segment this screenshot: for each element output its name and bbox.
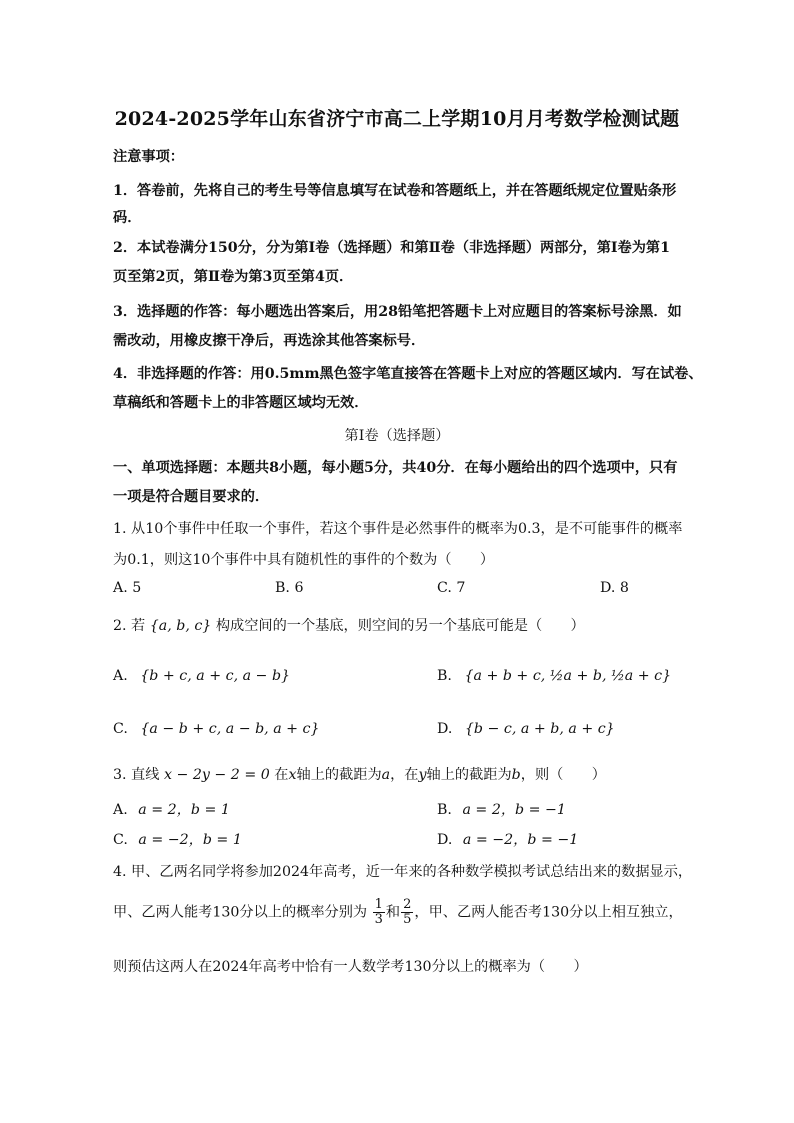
question-2-option-a: [113, 668, 290, 684]
option-label: D.: [437, 832, 453, 848]
notice-line: 4．非选择题的作答：用0.5mm黑色签字笔直接答在答题卡上对应的答题区域内．写在试卷、: [113, 366, 703, 382]
fraction-denominator: 5: [403, 912, 412, 927]
question-3-text: 轴上的截距为: [296, 767, 382, 783]
option-label: C.: [113, 832, 128, 848]
fraction-two-fifths: [401, 898, 413, 927]
section-intro: 一项是符合题目要求的．: [113, 489, 270, 505]
option-b-expression: {a + b + c, ½a + b, ½a + c}: [464, 668, 672, 684]
question-4-text: 和: [385, 904, 401, 921]
question-2-basis-set: {a, b, c}: [149, 618, 212, 634]
option-d-expression: {b − c, a + b, a + c}: [464, 721, 615, 737]
option-c-expression: {a − b + c, a − b, a + c}: [140, 721, 320, 737]
option-b-expression: a = 2，b = −1: [462, 802, 566, 818]
fraction-denominator: 3: [374, 912, 383, 927]
question-1-option-d: D. 8: [600, 580, 629, 596]
question-1-option-b: B. 6: [275, 580, 304, 596]
question-1-line: 1. 从10个事件中任取一个事件，若这个事件是必然事件的概率为0.3，是不可能事件的概率: [113, 521, 683, 537]
x-variable: x: [288, 767, 297, 783]
question-2-prefix: 2. 若: [113, 618, 146, 634]
notice-line: 2．本试卷满分150分，分为第Ⅰ卷（选择题）和第Ⅱ卷（非选择题）两部分，第Ⅰ卷为第1: [113, 240, 670, 256]
question-3-text: ，在: [390, 767, 419, 783]
notice-line: 草稿纸和答题卡上的非答题区域均无效．: [113, 395, 369, 411]
question-1-option-c: C. 7: [437, 580, 466, 596]
notice-line: 码．: [113, 210, 142, 226]
question-4-line: [113, 898, 683, 927]
fraction-numerator: 2: [403, 897, 412, 912]
question-2-suffix: 构成空间的一个基底，则空间的另一个基底可能是（ ）: [215, 618, 585, 634]
question-4-text: ，甲、乙两人能否考130分以上相互独立，: [414, 904, 683, 921]
question-1-option-a: A. 5: [113, 580, 142, 596]
question-3-option-b: [437, 799, 566, 819]
fraction-one-third: [373, 898, 385, 927]
question-4-text: 甲、乙两人能考130分以上的概率分别为: [113, 904, 368, 921]
b-variable: b: [511, 767, 521, 783]
notice-line: 3．选择题的作答：每小题选出答案后，用28铅笔把答题卡上对应题目的答案标号涂黑．如: [113, 304, 682, 320]
question-3-option-c: [113, 829, 242, 849]
option-label: C.: [113, 721, 128, 737]
option-a-expression: a = 2，b = 1: [138, 802, 230, 818]
exam-title: 2024-2025学年山东省济宁市高二上学期10月月考数学检测试题: [114, 108, 680, 130]
question-2-option-d: [437, 721, 615, 737]
question-2-option-b: [437, 668, 671, 684]
option-c-expression: a = −2，b = 1: [138, 832, 242, 848]
fraction-numerator: 1: [374, 897, 383, 912]
option-label: A.: [113, 802, 128, 818]
question-4-line: 4. 甲、乙两名同学将参加2024年高考，近一年来的各种数学模拟考试总结出来的数据显示，: [113, 864, 693, 880]
option-d-expression: a = −2，b = −1: [462, 832, 579, 848]
option-a-expression: {b + c, a + c, a − b}: [140, 668, 291, 684]
question-3-suffix: ，则（ ）: [520, 767, 606, 783]
question-3-text: 在: [274, 767, 289, 783]
option-label: B.: [437, 668, 452, 684]
option-label: B.: [437, 802, 452, 818]
line-equation: x − 2y − 2 = 0: [163, 767, 270, 783]
option-label: D.: [437, 721, 453, 737]
notice-line: 1．答卷前，先将自己的考生号等信息填写在试卷和答题纸上，并在答题纸规定位置贴条形: [113, 183, 677, 199]
question-3-option-a: [113, 799, 230, 819]
question-2-option-c: [113, 721, 320, 737]
question-3-text: 轴上的截距为: [426, 767, 512, 783]
y-variable: y: [418, 767, 427, 783]
question-4-line: 则预估这两人在2024年高考中恰有一人数学考130分以上的概率为（ ）: [113, 959, 588, 975]
section-intro: 一、单项选择题：本题共8小题，每小题5分，共40分．在每小题给出的四个选项中，只有: [113, 460, 678, 476]
section-title: 第Ⅰ卷（选择题）: [344, 428, 450, 444]
notice-line: 页至第2页，第Ⅱ卷为第3页至第4页．: [113, 269, 354, 285]
question-3-stem: [113, 764, 606, 784]
option-label: A.: [113, 668, 128, 684]
question-2-stem: [113, 615, 585, 635]
question-3-prefix: 3. 直线: [113, 767, 160, 783]
notice-line: 需改动，用橡皮擦干净后，再选涂其他答案标号．: [113, 333, 426, 349]
question-3-option-d: [437, 829, 578, 849]
question-1-line: 为0.1，则这10个事件中具有随机性的事件的个数为（ ）: [113, 552, 495, 568]
a-variable: a: [381, 767, 391, 783]
notice-heading: 注意事项：: [113, 149, 184, 165]
